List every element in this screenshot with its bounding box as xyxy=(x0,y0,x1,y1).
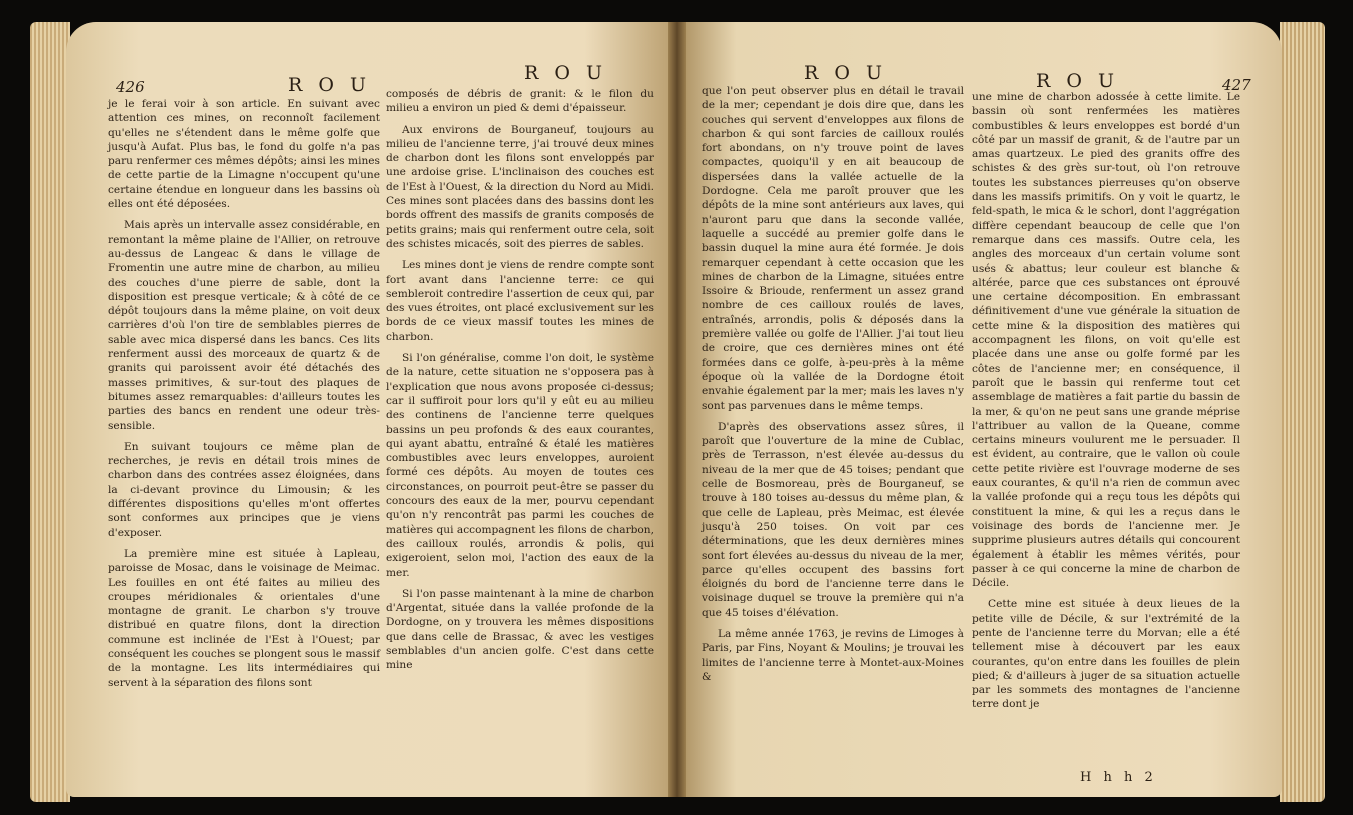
paragraph: que l'on peut observer plus en détail le travail de la mer; cependant je dois dire que, dans les couches qui servent d'enveloppes aux filons de charbon & qui sont farcies de cailloux roulés fort abondans, on n'y trouve point de laves compactes, quoiqu'il y en ait beaucoup de dispersées dans la vallée actuelle de la Dordogne. Cela me paroît prouver que les dépôts de la mine sont antérieurs aux laves, qui n'auront paru que dans la seconde vallée, laquelle a succédé au premier golfe dans le bassin duquel la mine aura été formée. Je dois remarquer cependant à cette occasion que les mines de charbon de la Limagne, situées entre Issoire & Brioude, renferment un assez grand nombre de ces cailloux roulés de laves, entraînés, arrondis, polis & déposés dans la première vallée ou golfe de l'Allier. J'ai tout lieu de croire, que ces dernières mines ont été formées dans ce golfe, à-peu-près à la même époque où la vallée de la Dordogne étoit envahie également par la mer; mais les laves n'y sont pas parvenues dans le même temps. xyxy=(702,85,964,412)
running-head-right-2: R O U xyxy=(1036,70,1119,92)
right-page xyxy=(676,22,1282,797)
paragraph: une mine de charbon adossée à cette limite. Le bassin où sont renfermées les matières combustibles & leurs enveloppes est bordé d'un côté par un massif de granit, & de l'autre par un amas quartzeux. Le pied des granits offre des schistes & des grès sur-tout, où l'on retrouve toutes les substances pierreuses qu'on observe dans les massifs primitifs. On y voit le quartz, le feld-spath, le mica & le schorl, dont l'aggrégation diffère cependant beaucoup de celle que l'on remarque dans ces massifs. Outre cela, les angles des morceaux d'un certain volume sont usés & abattus; leur couleur est blanche & altérée, parce que ces substances ont éprouvé une certaine décomposition. En embrassant définitivement d'une vue générale la situation de cette mine & la disposition des matières qui accompagnent les filons, on voit qu'elle est placée dans une anse ou golfe formé par les côtes de l'ancienne mer; en conséquence, il paroît que le bassin qui renferme tout cet assemblage de matières a fait partie du bassin de la mer, & qu'on ne peut sans une grande méprise l'attribuer au vallon de la Queane, comme certains mineurs voulurent me le persuader. Il est évident, au contraire, que le vallon où coule cette petite rivière est l'ouvrage moderne de ses eaux courantes, & qu'il n'a rien de commun avec la vallée profonde qui a reçu tous les dépôts qui constituent la mine, & qui les a reçus dans le voisinage des bords de l'ancienne mer. Je supprime plusieurs autres détails qui concourent également à établir les mêmes vérités, pour passer à ce qui concerne la mine de charbon de Décile. xyxy=(972,91,1240,590)
signature-mark: H h h 2 xyxy=(1080,770,1157,785)
left-column-1 xyxy=(108,97,380,697)
paragraph: Si l'on passe maintenant à la mine de charbon d'Argentat, située dans la vallée profonde de la Dordogne, on y trouvera les mêmes dispositions que dans celle de Brassac, & avec les vestiges semblables d'un ancien golfe. C'est dans cette mine xyxy=(386,587,654,672)
page-number-right: 427 xyxy=(1222,76,1251,94)
right-column-2 xyxy=(972,90,1240,719)
running-head-left-2: R O U xyxy=(524,62,607,84)
running-head-left: R O U xyxy=(288,74,371,96)
book-gutter xyxy=(668,22,686,797)
left-column-2 xyxy=(386,87,654,680)
paragraph: La même année 1763, je revins de Limoges à Paris, par Fins, Noyant & Moulins; je trouvai les limites de l'ancienne terre à Montet-aux-Moines & xyxy=(702,627,964,683)
paragraph: D'après des observations assez sûres, il paroît que l'ouverture de la mine de Cublac, près de Terrasson, n'est élevée au-dessus du niveau de la mer que de 45 toises; pendant que celle de Bosmoreau, près de Bourganeuf, se trouve à 180 toises au-dessus du même plan, & que celle de Lapleau, près Meimac, est élevée jusqu'à 250 toises. On voit par ces déterminations, que les deux dernières mines sont fort élevées au-dessus du niveau de la mer, parce qu'elles occupent des bassins fort éloignés du bord de l'ancienne terre dans le voisinage duquel se trouve la première qui n'a que 45 toises d'élévation. xyxy=(702,420,964,619)
page-number-left: 426 xyxy=(116,78,145,96)
left-page xyxy=(66,22,676,797)
paragraph: je le ferai voir à son article. En suivant avec attention ces mines, on reconnoît facilement qu'elles ne s'étendent dans le même golfe que jusqu'à Aufat. Plus bas, le fond du golfe n'a pas paru renfermer ces mêmes dépôts; ainsi les mines de cette partie de la Limagne n'occupent qu'une certaine étendue en longueur dans les bassins où elles ont été déposées. xyxy=(108,98,380,211)
running-head-right: R O U xyxy=(804,62,887,84)
paragraph: Si l'on généralise, comme l'on doit, le système de la nature, cette situation ne s'opposera pas à l'explication que nous avons proposée ci-dessus; car il suffiroit pour lors qu'il y eût eu au milieu des continens de l'ancienne terre quelques bassins un peu profonds & des eaux courantes, qui ayant abattu, entraîné & étalé les matières combustibles avec leurs enveloppes, auroient formé ces dépôts. Au moyen de toutes ces circonstances, on pourroit peut-être se passer du concours des eaux de la mer, pourvu cependant qu'on n'y rencontrât pas parmi les couches de matières qui accompagnent les filons de charbon, des cailloux roulés, arrondis & polis, qui exigeroient, selon moi, l'action des eaux de la mer. xyxy=(386,352,654,579)
right-column-1 xyxy=(702,84,964,691)
paragraph: Les mines dont je viens de rendre compte sont fort avant dans l'ancienne terre: ce qui sembleroit contredire l'assertion de ceux qui, par des vues étroites, ont placé exclusivement sur les bords de ce vieux massif toutes les mines de charbon. xyxy=(386,259,654,343)
paragraph: Mais après un intervalle assez considérable, en remontant la même plaine de l'Allier, on retrouve au-dessus de Langeac & dans le village de Fromentin une autre mine de charbon, au milieu des couches d'une pierre de sable, dont la disposition est presque verticale; & à côté de ce dépôt toujours dans la même plaine, on voit deux carrières d'où l'on tire de semblables pierres de sable avec mica dispersé dans les bancs. Ces lits renferment aussi des morceaux de quartz & de granits qui paroissent avoir été détachés des masses primitives, & sur-tout des plaques de bitumes assez remarquables: d'ailleurs toutes les parties des bancs en rendent une odeur très-sensible. xyxy=(108,219,380,432)
book-edge-left xyxy=(30,22,70,802)
book-edge-right xyxy=(1280,22,1325,802)
paragraph: En suivant toujours ce même plan de recherches, je revis en détail trois mines de charbon dans des contrées assez éloignées, dans la ci-devant province du Limousin; & les différentes dispositions qu'elles m'ont offertes sont conformes aux principes que je viens d'exposer. xyxy=(108,440,380,539)
paragraph: La première mine est située à Lapleau, paroisse de Mosac, dans le voisinage de Meimac. Les fouilles en ont été faites au milieu des croupes méridionales & orientales d'une montagne de granit. Le charbon s'y trouve distribué en quatre filons, dont la direction commune est inclinée de l'Est à l'Ouest; par conséquent les couches se plongent sous le massif de la montagne. Les lits intermédiaires qui servent à la séparation des filons sont xyxy=(108,547,380,689)
paragraph: composés de débris de granit: & le filon du milieu a environ un pied & demi d'épaisseur. xyxy=(386,88,654,115)
paragraph: Aux environs de Bourganeuf, toujours au milieu de l'ancienne terre, j'ai trouvé deux mines de charbon dont les filons sont enveloppés par une ardoise grise. L'inclinaison des couches est de l'Est à l'Ouest, & la direction du Nord au Midi. Ces mines sont placées dans des bassins dont les bords offrent des massifs de granits composés de petits grains; mais qui renferment outre cela, soit des schistes micacés, soit des pierres de sables. xyxy=(386,123,654,250)
paragraph: Cette mine est située à deux lieues de la petite ville de Décile, & sur l'extrémité de la pente de l'ancienne terre du Morvan; elle a été tellement mise à découvert par les eaux courantes, qu'on entre dans les fouilles de plein pied; & d'ailleurs à juger de sa situation actuelle par les sommets des montagnes de l'ancienne terre dont je xyxy=(972,598,1240,711)
